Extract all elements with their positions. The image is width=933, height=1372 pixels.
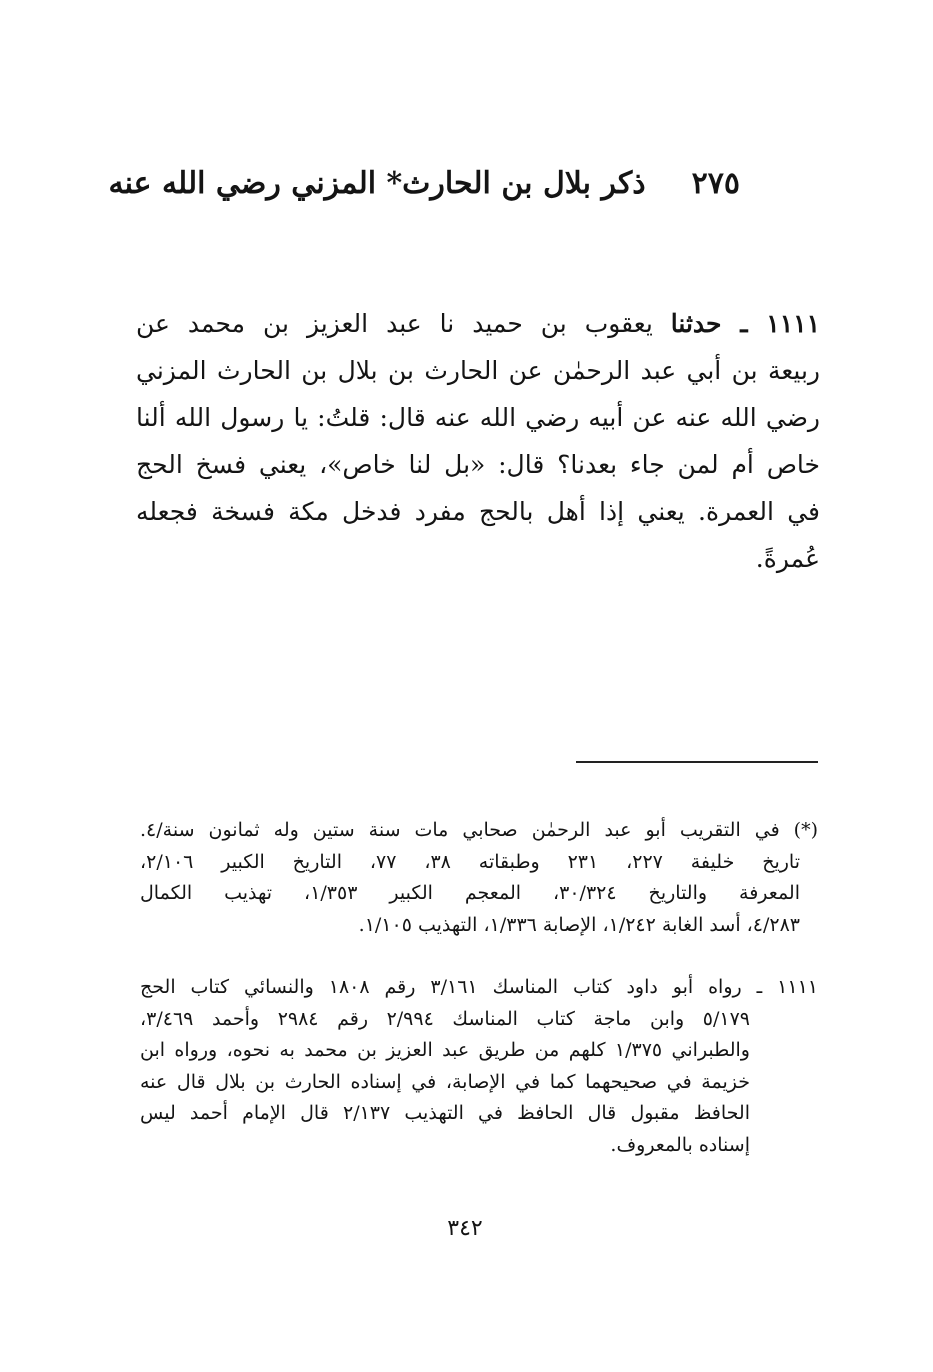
hadith-line (136, 300, 820, 347)
footnote-line: تاريخ خليفة ٢٢٧، ٢٣١ وطبقاته ٣٨، ٧٧، التاريخ الكبير ٢/١٠٦، (140, 850, 801, 873)
section-number: ٢٧٥ (691, 165, 740, 201)
footnote-line: ١١١١ ـ رواه أبو داود كتاب المناسك ٣/١٦١ رقم ١٨٠٨ والنسائي كتاب الحج (140, 976, 818, 998)
hadith-line: رضي الله عنه عن أبيه رضي الله عنه قال: قلتُ: يا رسول الله ألنا (136, 403, 820, 432)
hadith-line: ربيعة بن أبي عبد الرحمٰن عن الحارث بن بلال بن الحارث المزني (136, 356, 820, 385)
hadith-text (136, 300, 820, 582)
footnote-divider (576, 761, 818, 763)
hadith-line: عُمرةً. (755, 544, 820, 573)
footnote-line: خزيمة في صحيحهما كما في الإصابة، في إسناده الحارث بن بلال قال عنه (140, 1070, 750, 1093)
footnote-line: ٤/٢٨٣، أسد الغابة ١/٢٤٢، الإصابة ١/٣٣٦، التهذيب ١/١٠٥. (358, 913, 800, 936)
hadith-line: في العمرة. يعني إذا أهل بالحج مفرد فدخل مكة فسخة فجعله (136, 497, 820, 526)
footnote-star (140, 815, 818, 941)
footnote-line: والطبراني ١/٣٧٥ كلهم من طريق عبد العزيز بن محمد به نحوه، ورواه ابن (140, 1039, 750, 1061)
footnote-line: المعرفة والتاريخ ٣٠/٣٢٤، المعجم الكبير ١/٣٥٣، تهذيب الكمال (140, 882, 800, 904)
footnote-line: الحافظ مقبول قال الحافظ في التهذيب ٢/١٣٧ قال الإمام أحمد ليس (140, 1102, 751, 1124)
hadith-number-prefix: ١١١١ ـ حدثنا (670, 309, 820, 338)
footnote-1111 (140, 972, 818, 1161)
hadith-line: خاص أم لمن جاء بعدنا؟ قال: «بل لنا خاص»، يعني فسخ الحج (136, 450, 820, 479)
section-heading (108, 152, 740, 214)
footnote-line: (*) في التقريب أبو عبد الرحمٰن صحابي مات سنة ستين وله ثمانون سنة/٤. (140, 819, 818, 841)
page-number: ٣٤٢ (447, 1216, 483, 1241)
section-title: ذكر بلال بن الحارث* المزني رضي الله عنه (108, 165, 646, 201)
footnote-line: ٥/١٧٩ وابن ماجة كتاب المناسك ٢/٩٩٤ رقم ٢٩٨٤ وأحمد ٣/٤٦٩، (140, 1007, 750, 1030)
footnote-line: إسناده بالمعروف. (610, 1133, 750, 1156)
hadith-line-text: يعقوب بن حميد نا عبد العزيز بن محمد عن (136, 309, 671, 338)
